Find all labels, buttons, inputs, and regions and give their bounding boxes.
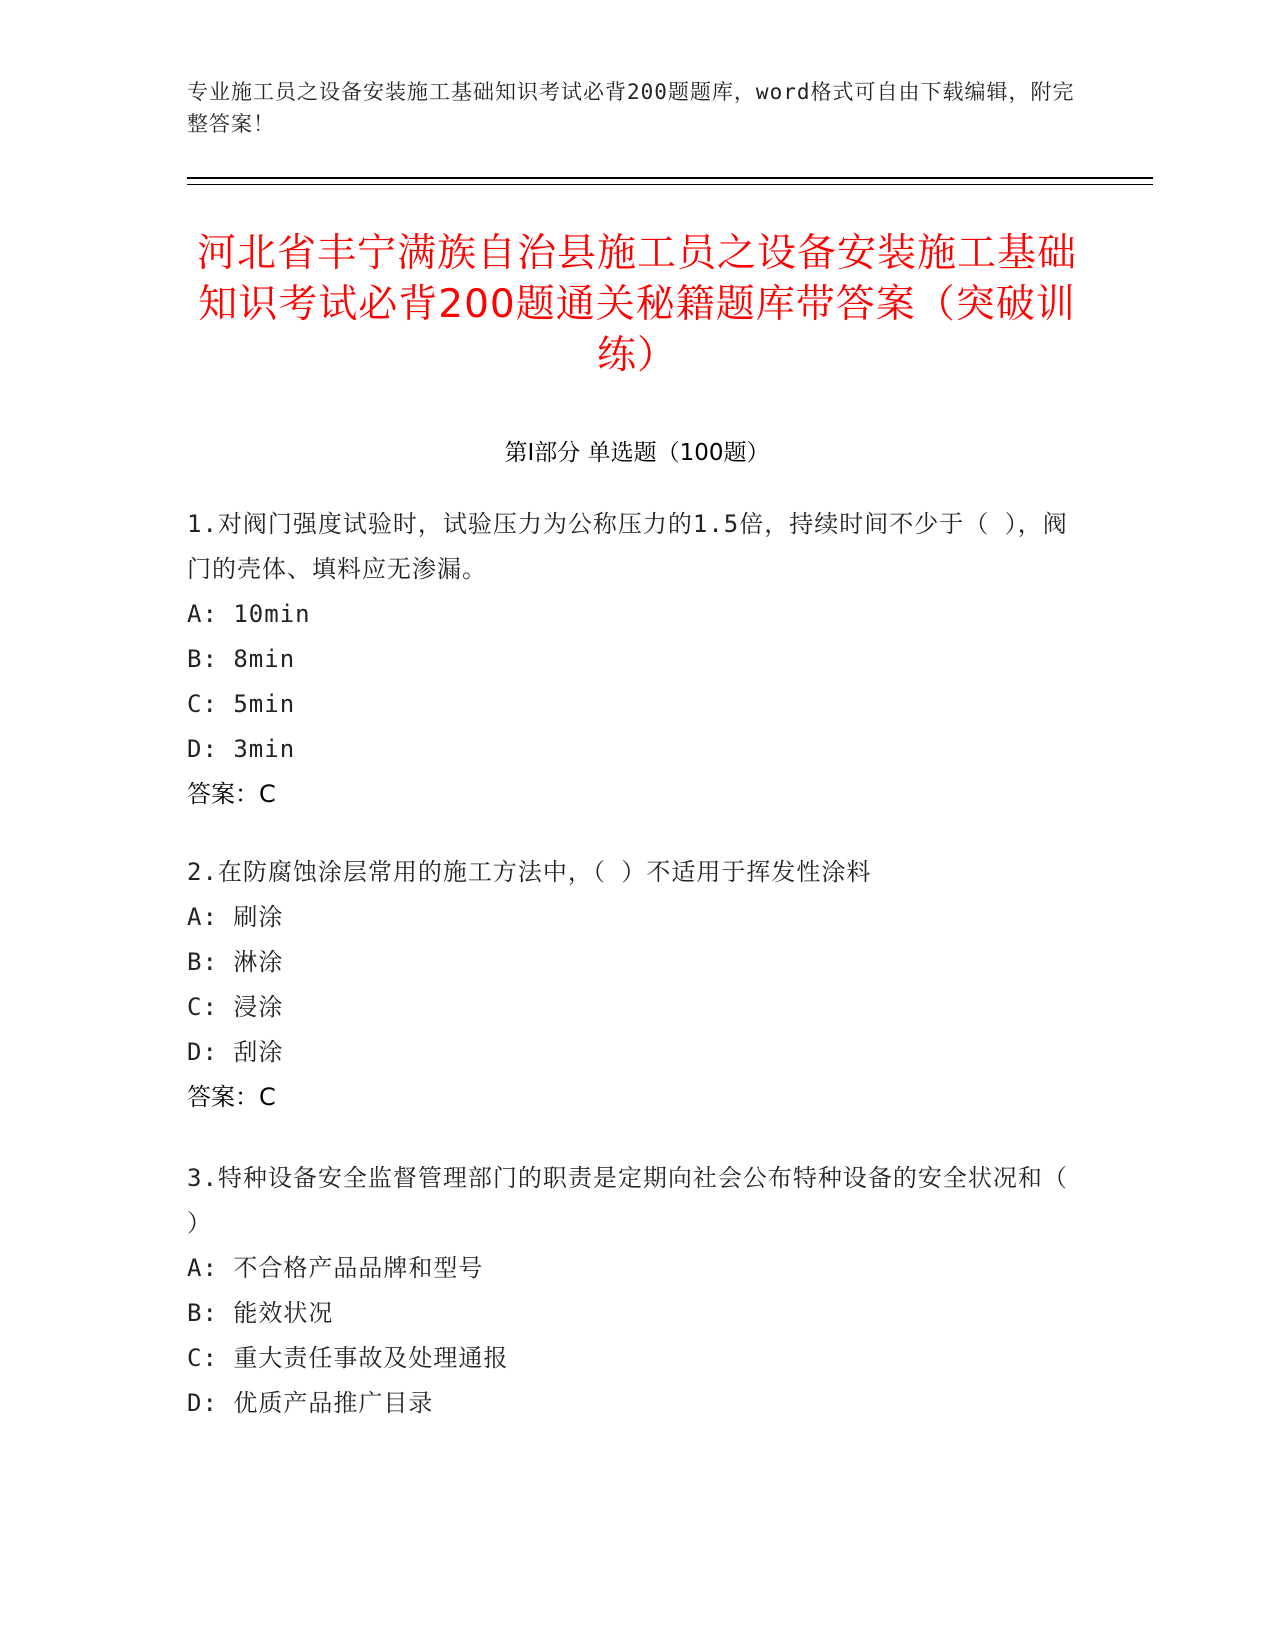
document-title: 河北省丰宁满族自治县施工员之设备安装施工基础知识考试必背200题通关秘籍题库带答案（突破训练） <box>196 231 1077 378</box>
option-b: B: 淋涂 <box>187 948 284 976</box>
option-d: D: 优质产品推广目录 <box>187 1389 434 1417</box>
question-1 <box>187 502 1087 817</box>
option-b: B: 8min <box>187 645 296 673</box>
answer-label: 答案：C <box>187 1083 276 1111</box>
option-a: A: 刷涂 <box>187 903 284 931</box>
question-stem: 1.对阀门强度试验时，试验压力为公称压力的1.5倍，持续时间不少于（ ），阀门的壳体、填料应无渗漏。 <box>187 510 1068 583</box>
option-d: D: 3min <box>187 735 296 763</box>
option-c: C: 5min <box>187 690 296 718</box>
section-title: 第I部分 单选题（100题） <box>504 440 770 466</box>
question-stem: 2.在防腐蚀涂层常用的施工方法中，（ ）不适用于挥发性涂料 <box>187 858 872 886</box>
option-b: B: 能效状况 <box>187 1299 334 1327</box>
header-note: 专业施工员之设备安装施工基础知识考试必背200题题库，word格式可自由下载编辑，附完整答案！ <box>187 80 1075 136</box>
question-3 <box>187 1156 1087 1426</box>
question-2 <box>187 850 1087 1120</box>
option-a: A: 不合格产品品牌和型号 <box>187 1254 484 1282</box>
header-rule-thick <box>187 177 1153 179</box>
answer-label: 答案：C <box>187 780 276 808</box>
option-c: C: 重大责任事故及处理通报 <box>187 1344 509 1372</box>
header-rule-thin <box>187 184 1153 185</box>
option-d: D: 刮涂 <box>187 1038 284 1066</box>
option-a: A: 10min <box>187 600 311 628</box>
question-stem: 3.特种设备安全监督管理部门的职责是定期向社会公布特种设备的安全状况和（ ） <box>187 1164 1068 1237</box>
option-c: C: 浸涂 <box>187 993 284 1021</box>
